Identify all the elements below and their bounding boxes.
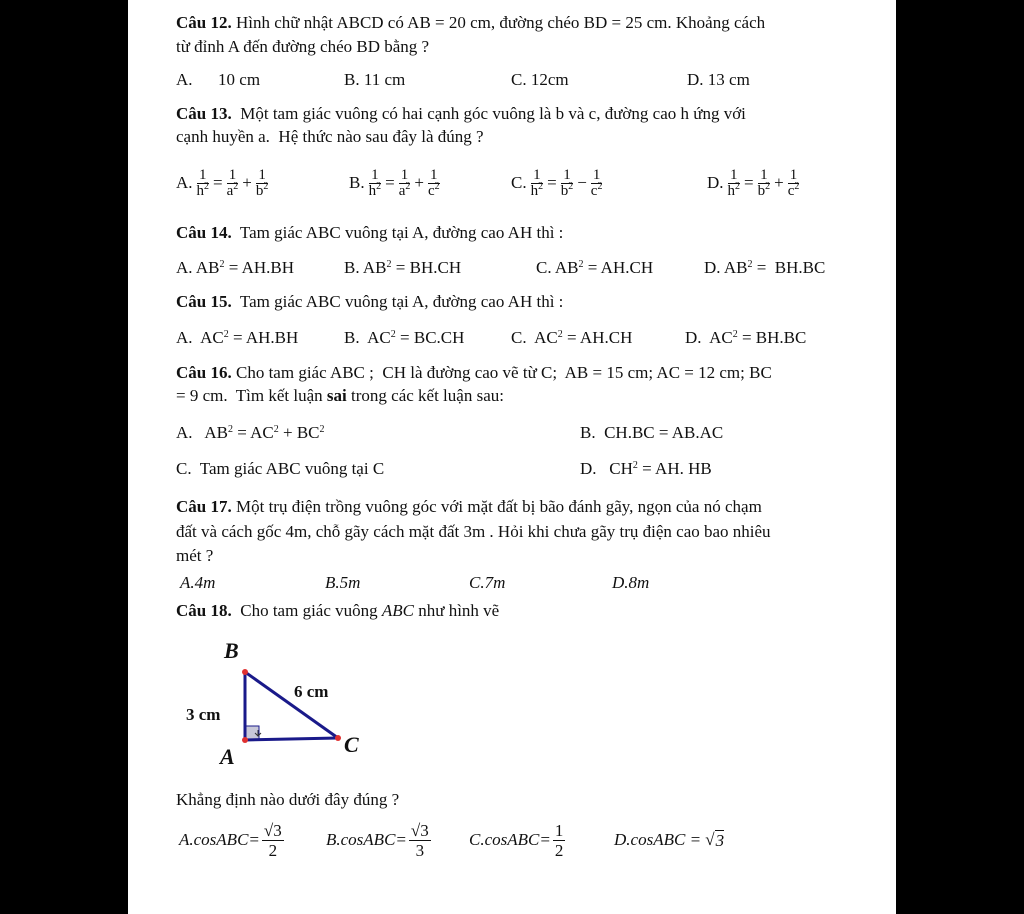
squared-term: [255, 180, 269, 199]
q15-label: Câu 15.: [176, 292, 232, 311]
option-pre: C.cos: [469, 830, 508, 849]
denominator: [397, 180, 413, 199]
fraction: [262, 821, 284, 860]
option-post: = AH.CH: [583, 258, 654, 277]
q18-d-pre: D.cos: [614, 830, 654, 849]
q13-text2: cạnh huyền a. Hệ thức nào sau đây là đúng ?: [176, 127, 484, 146]
one: 1: [199, 166, 207, 183]
q13-option-d: [707, 160, 803, 206]
q17-option-a: A.4m: [180, 573, 216, 592]
q16-text2c: trong các kết luận sau:: [346, 386, 504, 405]
fraction: [589, 168, 605, 199]
equals-sign: =: [539, 830, 551, 849]
denominator-value: 2: [554, 840, 564, 860]
option-pre: D. AC: [685, 328, 733, 347]
exponent: 2: [223, 329, 229, 340]
one: 1: [563, 166, 571, 183]
denominator-value: 3: [415, 840, 425, 860]
exponent: 2: [219, 259, 225, 270]
fraction: [786, 168, 802, 199]
squared-term: [560, 180, 574, 199]
base: h: [196, 182, 205, 199]
option-post: = BH.CH: [391, 258, 462, 277]
squared-term: [368, 180, 382, 199]
q18-line: [176, 601, 499, 621]
exponent: 2: [794, 180, 800, 192]
q13-line1: [176, 104, 746, 124]
q16-option-d: [580, 459, 712, 479]
q16-label: Câu 16.: [176, 363, 232, 382]
option-post: = BC.CH: [395, 328, 465, 347]
denominator: [426, 180, 442, 199]
q16-text2b: sai: [326, 386, 347, 405]
one: 1: [258, 166, 266, 183]
q16-a-mid2: + BC: [278, 423, 320, 442]
q17-text2: đất và cách gốc 4m, chỗ gãy cách mặt đất 3m . Hỏi khi chưa gãy trụ điện cao bao nhiêu: [176, 522, 771, 541]
q13-label: Câu 13.: [176, 104, 232, 123]
q16-line2: [176, 386, 504, 406]
denominator: [756, 180, 773, 199]
squared-term: [196, 180, 210, 199]
base: h: [368, 182, 377, 199]
fraction: [553, 821, 566, 860]
base: h: [530, 182, 539, 199]
q12-option-a: A. 10 cm: [176, 70, 261, 89]
one: 1: [730, 166, 738, 183]
denominator: [559, 180, 576, 199]
option-pre: B. AC: [344, 328, 391, 347]
option-pre: A. AB: [176, 258, 220, 277]
q18-label: Câu 18.: [176, 601, 232, 620]
option-pre: B. AB: [344, 258, 387, 277]
denominator: [225, 180, 241, 199]
base: a: [226, 182, 234, 199]
one: 1: [228, 166, 237, 183]
q16-d-pre: D. CH: [580, 459, 633, 478]
q12-line1: [176, 13, 765, 33]
exponent: 2: [765, 180, 771, 192]
denominator: [195, 180, 212, 199]
one: 1: [789, 166, 798, 183]
q12-label: Câu 12.: [176, 13, 232, 32]
q16-text1: Cho tam giác ABC ; CH là đường cao vẽ từ C; AB = 15 cm; AC = 12 cm; BC: [231, 363, 772, 382]
q15-line: [176, 292, 563, 312]
q16-option-a: [176, 423, 325, 443]
fraction: [367, 168, 384, 199]
equals-sign: =: [248, 830, 260, 849]
denominator: [267, 841, 280, 860]
squared-term: [787, 180, 800, 199]
vertex-b: [242, 669, 248, 675]
q13-option-b: [349, 160, 444, 206]
q12-text2: từ đỉnh A đến đường chéo BD bằng ?: [176, 37, 430, 56]
option-pre: C. AB: [536, 258, 579, 277]
squared-term: [590, 180, 603, 199]
q12-option-b: B. 11 cm: [344, 70, 406, 89]
fraction: [426, 168, 442, 199]
q16-option-c: C. Tam giác ABC vuông tại C: [176, 459, 385, 478]
fraction: [726, 168, 743, 199]
q17-line1: [176, 497, 762, 517]
q18-question: Khẳng định nào dưới đây đúng ?: [176, 790, 400, 809]
exponent: 2: [434, 180, 440, 192]
one: 1: [760, 166, 768, 183]
numerator-value: √3: [410, 820, 429, 840]
fraction: [756, 168, 773, 199]
q14-option-a: [176, 258, 294, 278]
sq-exp: 2: [273, 424, 279, 435]
exponent: 2: [233, 180, 239, 192]
q18-d-abc: ABC: [653, 830, 686, 849]
squared-term: [530, 180, 544, 199]
q18-option-c: [469, 815, 567, 865]
triangle-figure: [180, 638, 380, 778]
label-a: A: [220, 744, 235, 769]
option-pre: D. AB: [704, 258, 748, 277]
denominator: [786, 180, 802, 199]
exponent: 2: [376, 180, 382, 192]
q15-option-c: [511, 328, 632, 348]
denominator: [589, 180, 605, 199]
one: 1: [400, 166, 409, 183]
q17-option-b: B.5m: [325, 573, 361, 592]
q18-text-abc: ABC: [381, 601, 414, 620]
q18-d-radicand: 3: [715, 830, 725, 850]
operator: −: [577, 173, 587, 192]
q16-a-pre: A. AB: [176, 423, 228, 442]
option-post: = AH.CH: [562, 328, 633, 347]
angle-name: ABC: [363, 830, 396, 849]
q18-option-b: [326, 815, 433, 865]
squared-term: [727, 180, 741, 199]
q18-option-d: [614, 815, 724, 865]
fraction: [529, 168, 546, 199]
vertex-a: [242, 737, 248, 743]
q12-option-c: C. 12cm: [511, 70, 569, 89]
exponent: 2: [204, 180, 210, 192]
angle-name: ABC: [216, 830, 249, 849]
exponent: 2: [597, 180, 603, 192]
q15-option-d: [685, 328, 806, 348]
option-letter: B.: [349, 173, 365, 192]
q16-line1: [176, 363, 772, 383]
fraction: [397, 168, 413, 199]
option-post: = BH.BC: [737, 328, 807, 347]
label-bc-length: 6 cm: [294, 682, 329, 701]
one: 1: [592, 166, 601, 183]
q13-option-a: [176, 160, 272, 206]
equals-sign: =: [395, 830, 407, 849]
option-letter: A.: [176, 173, 193, 192]
base: b: [255, 182, 264, 199]
numerator: [409, 821, 431, 841]
denominator: [726, 180, 743, 199]
fraction: [559, 168, 576, 199]
base: a: [398, 182, 406, 199]
q18-option-a: [179, 815, 286, 865]
numerator: [262, 821, 284, 841]
equals-sign: =: [385, 173, 395, 192]
option-post: = AH.BH: [224, 258, 295, 277]
fraction: [409, 821, 431, 860]
option-letter: C.: [511, 173, 527, 192]
q17-text1: Một trụ điện trồng vuông góc với mặt đất bị bão đánh gãy, ngọn của nó chạm: [231, 497, 762, 516]
squared-term: [757, 180, 771, 199]
q15-option-a: [176, 328, 298, 348]
option-pre: A.cos: [179, 830, 217, 849]
q14-text: Tam giác ABC vuông tại A, đường cao AH thì :: [231, 223, 564, 242]
q16-a-mid1: = AC: [232, 423, 274, 442]
base: c: [787, 182, 795, 199]
q14-option-d: [704, 258, 825, 278]
q15-option-b: [344, 328, 464, 348]
exponent: 2: [386, 259, 392, 270]
option-post: = AH.BH: [228, 328, 299, 347]
q15-text: Tam giác ABC vuông tại A, đường cao AH thì :: [231, 292, 564, 311]
exponent: 2: [557, 329, 563, 340]
q14-line: [176, 223, 563, 243]
q13-text1: Một tam giác vuông có hai cạnh góc vuông là b và c, đường cao h ứng với: [231, 104, 746, 123]
option-post: = BH.BC: [752, 258, 826, 277]
denominator: [553, 841, 566, 860]
q13-option-c: [511, 160, 606, 206]
q14-label: Câu 14.: [176, 223, 232, 242]
exponent: 2: [390, 329, 396, 340]
one: 1: [371, 166, 379, 183]
numerator-value: √3: [263, 820, 282, 840]
q14-option-c: [536, 258, 653, 278]
squared-term: [226, 180, 239, 199]
operator: +: [414, 173, 424, 192]
fraction: [195, 168, 212, 199]
denominator: [414, 841, 427, 860]
base: h: [727, 182, 736, 199]
numerator-value: 1: [554, 820, 564, 840]
q16-option-b: B. CH.BC = AB.AC: [580, 423, 724, 442]
vertex-c: [335, 735, 341, 741]
q16-d-post: = AH. HB: [637, 459, 712, 478]
equals-sign: =: [213, 173, 223, 192]
option-pre: B.cos: [326, 830, 364, 849]
fraction: [254, 168, 271, 199]
q17-option-c: C.7m: [469, 573, 506, 592]
denominator: [367, 180, 384, 199]
one: 1: [430, 166, 438, 183]
exponent: 2: [735, 180, 741, 192]
label-b: B: [224, 638, 239, 663]
q16-text2a: = 9 cm. Tìm kết luận: [176, 386, 327, 405]
q17-option-d: D.8m: [612, 573, 650, 592]
q18-text-post: như hình vẽ: [414, 601, 500, 620]
option-letter: D.: [707, 173, 724, 192]
exponent: 2: [568, 180, 574, 192]
base: c: [590, 182, 598, 199]
q17-label: Câu 17.: [176, 497, 232, 516]
denominator: [529, 180, 546, 199]
q17-text3: mét ?: [176, 546, 214, 565]
fraction: [225, 168, 241, 199]
squared-term: [398, 180, 411, 199]
angle-name: ABC: [507, 830, 540, 849]
one: 1: [533, 166, 541, 183]
base: b: [560, 182, 569, 199]
sq-exp: 2: [319, 424, 325, 435]
exponent: 2: [263, 180, 269, 192]
base: b: [757, 182, 766, 199]
label-ab-length: 3 cm: [186, 705, 221, 724]
q18-text-pre: Cho tam giác vuông: [231, 601, 382, 620]
side-ac: [245, 738, 338, 740]
exponent: 2: [538, 180, 544, 192]
exponent: 2: [732, 329, 738, 340]
q12-text1: Hình chữ nhật ABCD có AB = 20 cm, đường chéo BD = 25 cm. Khoảng cách: [231, 13, 766, 32]
operator: +: [242, 173, 252, 192]
sq-exp: 2: [632, 460, 638, 471]
denominator-value: 2: [268, 840, 278, 860]
option-pre: A. AC: [176, 328, 224, 347]
equals-sign: =: [744, 173, 754, 192]
base: c: [427, 182, 435, 199]
exponent: 2: [578, 259, 584, 270]
operator: +: [774, 173, 784, 192]
squared-term: [427, 180, 440, 199]
exponent: 2: [747, 259, 753, 270]
numerator: [553, 821, 566, 841]
q12-option-d: D. 13 cm: [687, 70, 750, 89]
sq-exp: 2: [227, 424, 233, 435]
equals-sign: =: [547, 173, 557, 192]
denominator: [254, 180, 271, 199]
exponent: 2: [405, 180, 411, 192]
label-c: C: [344, 732, 359, 757]
q14-option-b: [344, 258, 461, 278]
q18-d-eq: = √: [685, 830, 715, 849]
option-pre: C. AC: [511, 328, 558, 347]
